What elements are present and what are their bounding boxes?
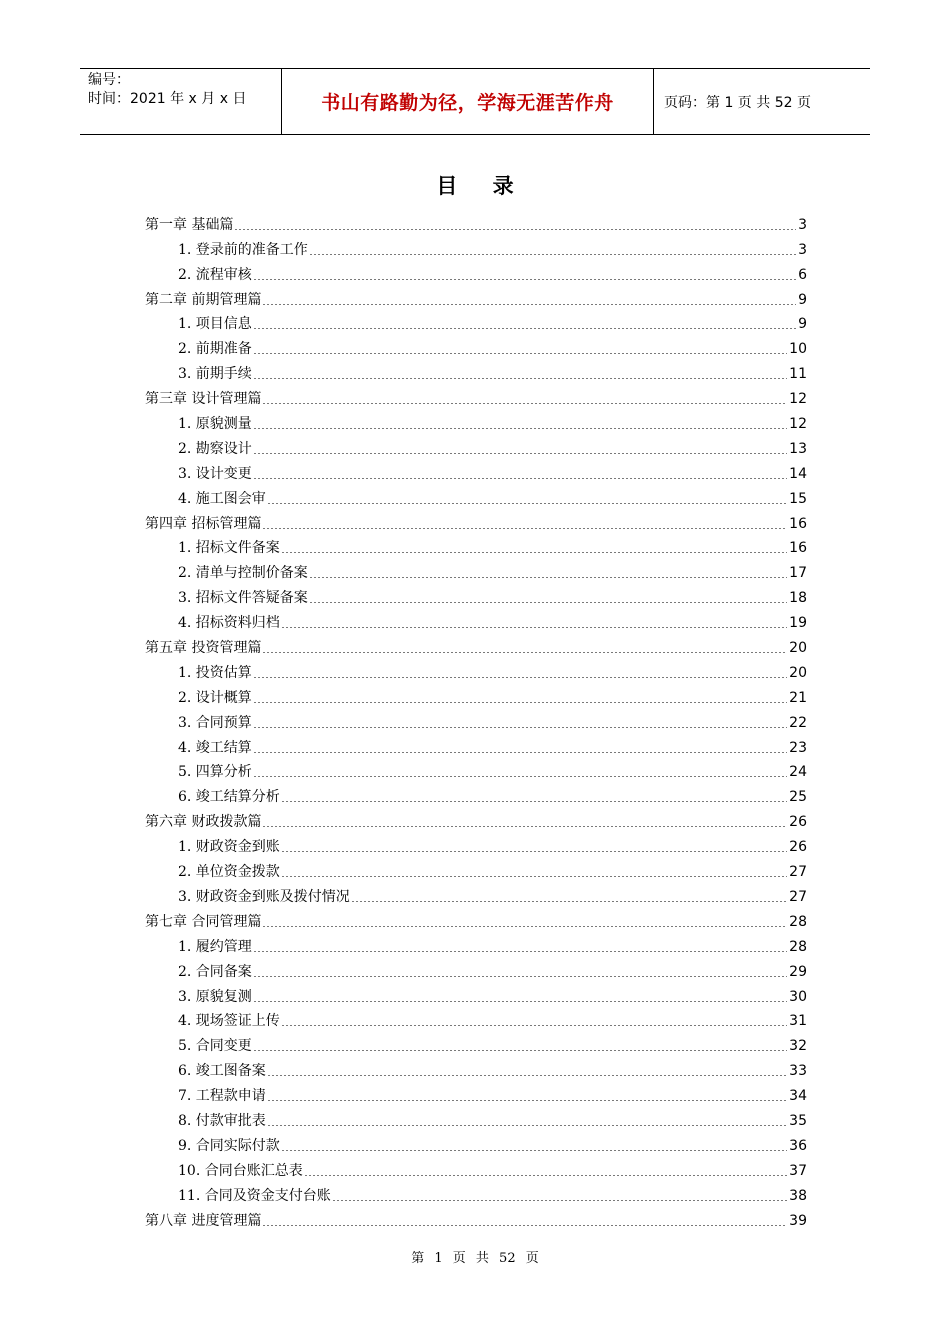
toc-entry-label: 2. 流程审核 [178, 266, 252, 283]
toc-section-entry[interactable] [145, 459, 807, 484]
toc-section-entry[interactable] [145, 782, 807, 807]
toc-entry-label: 2. 勘察设计 [178, 440, 252, 457]
toc-section-entry[interactable] [145, 857, 807, 882]
toc-entry-page: 23 [789, 739, 807, 756]
toc-entry-page: 35 [789, 1112, 807, 1129]
toc-entry-label: 1. 财政资金到账 [178, 839, 280, 856]
document-date: 时间：2021 年 x 月 x 日 [88, 91, 247, 107]
toc-dot-leader [262, 652, 787, 653]
toc-section-entry[interactable] [145, 708, 807, 733]
toc-entry-page: 18 [789, 590, 807, 607]
toc-dot-leader [253, 378, 787, 379]
toc-dot-leader [267, 1125, 787, 1126]
toc-section-entry[interactable] [145, 359, 807, 384]
toc-entry-label: 1. 原貌测量 [178, 416, 252, 433]
toc-entry-page: 10 [789, 341, 807, 358]
toc-section-entry[interactable] [145, 1156, 807, 1181]
toc-dot-leader [253, 776, 787, 777]
toc-section-entry[interactable] [145, 484, 807, 509]
toc-dot-leader [253, 279, 796, 280]
toc-entry-label: 10. 合同台账汇总表 [178, 1162, 303, 1179]
toc-entry-page: 17 [789, 565, 807, 582]
toc-section-entry[interactable] [145, 608, 807, 633]
toc-entry-label: 6. 竣工结算分析 [178, 789, 280, 806]
toc-entry-page: 21 [789, 689, 807, 706]
toc-entry-page: 9 [798, 291, 807, 308]
toc-entry-label: 9. 合同实际付款 [178, 1137, 280, 1154]
toc-dot-leader [253, 453, 787, 454]
toc-section-entry[interactable] [145, 260, 807, 285]
toc-dot-leader [253, 428, 787, 429]
toc-dot-leader [262, 403, 787, 404]
header-page-cell [654, 69, 870, 134]
toc-dot-leader [234, 229, 796, 230]
toc-entry-label: 7. 工程款申请 [178, 1088, 266, 1105]
toc-entry-page: 20 [789, 664, 807, 681]
toc-entry-label: 3. 财政资金到账及拨付情况 [178, 888, 350, 905]
toc-section-entry[interactable] [145, 1131, 807, 1156]
toc-entry-label: 4. 竣工结算 [178, 739, 252, 756]
toc-entry-page: 13 [789, 440, 807, 457]
toc-entry-label: 2. 单位资金拨款 [178, 864, 280, 881]
toc-section-entry[interactable] [145, 434, 807, 459]
toc-dot-leader [262, 1225, 787, 1226]
toc-entry-page: 16 [789, 540, 807, 557]
toc-dot-leader [253, 727, 787, 728]
toc-section-entry[interactable] [145, 658, 807, 683]
toc-entry-label: 第二章 前期管理篇 [145, 291, 262, 308]
toc-entry-page: 32 [789, 1038, 807, 1055]
toc-dot-leader [253, 328, 796, 329]
toc-entry-page: 11 [789, 366, 807, 383]
toc-chapter-entry[interactable] [145, 509, 807, 534]
toc-dot-leader [253, 478, 787, 479]
toc-chapter-entry[interactable] [145, 384, 807, 409]
toc-entry-page: 26 [789, 814, 807, 831]
toc-dot-leader [262, 826, 787, 827]
toc-entry-page: 6 [798, 266, 807, 283]
toc-entry-page: 26 [789, 839, 807, 856]
toc-entry-page: 15 [789, 490, 807, 507]
toc-dot-leader [253, 353, 787, 354]
toc-dot-leader [267, 1075, 787, 1076]
toc-entry-page: 28 [789, 913, 807, 930]
toc-dot-leader [281, 627, 787, 628]
toc-entry-label: 3. 前期手续 [178, 366, 252, 383]
header-page-info: 页码：第 1 页 共 52 页 [664, 94, 811, 111]
toc-entry-label: 3. 招标文件答疑备案 [178, 590, 308, 607]
toc-entry-label: 6. 竣工图备案 [178, 1063, 266, 1080]
toc-entry-page: 27 [789, 864, 807, 881]
toc-entry-label: 第三章 设计管理篇 [145, 391, 262, 408]
toc-section-entry[interactable] [145, 1081, 807, 1106]
toc-dot-leader [253, 752, 787, 753]
toc-entry-page: 34 [789, 1088, 807, 1105]
toc-entry-page: 36 [789, 1137, 807, 1154]
toc-entry-page: 29 [789, 963, 807, 980]
toc-entry-label: 1. 招标文件备案 [178, 540, 280, 557]
toc-dot-leader [253, 677, 787, 678]
toc-entry-page: 16 [789, 515, 807, 532]
toc-chapter-entry[interactable] [145, 285, 807, 310]
header-motto: 书山有路勤为径，学海无涯苦作舟 [321, 92, 614, 114]
toc-entry-label: 4. 施工图会审 [178, 490, 266, 507]
toc-entry-label: 1. 履约管理 [178, 938, 252, 955]
toc-section-entry[interactable] [145, 882, 807, 907]
toc-entry-page: 33 [789, 1063, 807, 1080]
table-of-contents [145, 210, 807, 1231]
toc-entry-label: 2. 设计概算 [178, 689, 252, 706]
toc-entry-label: 第八章 进度管理篇 [145, 1212, 262, 1229]
toc-entry-label: 11. 合同及资金支付台账 [178, 1187, 331, 1204]
toc-dot-leader [281, 552, 787, 553]
toc-chapter-entry[interactable] [145, 807, 807, 832]
toc-section-entry[interactable] [145, 758, 807, 783]
toc-entry-label: 第一章 基础篇 [145, 216, 234, 233]
toc-dot-leader [281, 851, 787, 852]
toc-dot-leader [304, 1175, 787, 1176]
toc-entry-page: 38 [789, 1187, 807, 1204]
toc-section-entry[interactable] [145, 334, 807, 359]
toc-entry-label: 1. 项目信息 [178, 316, 252, 333]
toc-entry-page: 9 [798, 316, 807, 333]
document-header [80, 68, 870, 135]
toc-entry-page: 25 [789, 789, 807, 806]
toc-section-entry[interactable] [145, 832, 807, 857]
toc-entry-label: 2. 合同备案 [178, 963, 252, 980]
toc-dot-leader [309, 577, 787, 578]
toc-dot-leader [332, 1200, 787, 1201]
toc-entry-page: 39 [789, 1212, 807, 1229]
toc-entry-page: 28 [789, 938, 807, 955]
toc-entry-label: 5. 四算分析 [178, 764, 252, 781]
toc-entry-label: 1. 登录前的准备工作 [178, 241, 308, 258]
toc-entry-label: 3. 设计变更 [178, 465, 252, 482]
toc-dot-leader [253, 951, 787, 952]
toc-entry-page: 12 [789, 391, 807, 408]
toc-section-entry[interactable] [145, 932, 807, 957]
toc-entry-label: 4. 招标资料归档 [178, 615, 280, 632]
toc-entry-page: 24 [789, 764, 807, 781]
toc-dot-leader [309, 602, 787, 603]
toc-dot-leader [267, 1100, 787, 1101]
toc-entry-page: 14 [789, 465, 807, 482]
toc-section-entry[interactable] [145, 534, 807, 559]
toc-dot-leader [281, 1025, 787, 1026]
toc-entry-label: 4. 现场签证上传 [178, 1013, 280, 1030]
toc-section-entry[interactable] [145, 733, 807, 758]
header-meta-cell [80, 69, 282, 134]
toc-entry-page: 31 [789, 1013, 807, 1030]
toc-entry-page: 20 [789, 640, 807, 657]
toc-section-entry[interactable] [145, 310, 807, 335]
toc-section-entry[interactable] [145, 957, 807, 982]
toc-dot-leader [267, 503, 787, 504]
toc-entry-label: 第七章 合同管理篇 [145, 913, 262, 930]
toc-section-entry[interactable] [145, 558, 807, 583]
toc-section-entry[interactable] [145, 683, 807, 708]
toc-entry-page: 37 [789, 1162, 807, 1179]
toc-dot-leader [253, 1001, 787, 1002]
toc-entry-label: 第四章 招标管理篇 [145, 515, 262, 532]
toc-section-entry[interactable] [145, 1106, 807, 1131]
toc-dot-leader [281, 801, 787, 802]
toc-chapter-entry[interactable] [145, 907, 807, 932]
toc-entry-label: 5. 合同变更 [178, 1038, 252, 1055]
toc-entry-label: 2. 清单与控制价备案 [178, 565, 308, 582]
toc-chapter-entry[interactable] [145, 1206, 807, 1231]
toc-entry-label: 3. 合同预算 [178, 714, 252, 731]
toc-dot-leader [253, 1050, 787, 1051]
toc-dot-leader [253, 976, 787, 977]
page-footer: 第 1 页 共 52 页 [411, 1251, 539, 1266]
toc-entry-page: 30 [789, 988, 807, 1005]
toc-entry-label: 第五章 投资管理篇 [145, 640, 262, 657]
toc-chapter-entry[interactable] [145, 633, 807, 658]
toc-entry-label: 1. 投资估算 [178, 664, 252, 681]
toc-section-entry[interactable] [145, 982, 807, 1007]
document-code-label: 编号： [88, 72, 130, 88]
toc-section-entry[interactable] [145, 1181, 807, 1206]
toc-chapter-entry[interactable] [145, 210, 807, 235]
toc-dot-leader [262, 304, 796, 305]
toc-entry-label: 第六章 财政拨款篇 [145, 814, 262, 831]
toc-section-entry[interactable] [145, 583, 807, 608]
toc-section-entry[interactable] [145, 1056, 807, 1081]
header-motto-cell [282, 69, 654, 134]
toc-dot-leader [262, 528, 787, 529]
toc-dot-leader [262, 926, 787, 927]
toc-entry-label: 3. 原貌复测 [178, 988, 252, 1005]
toc-section-entry[interactable] [145, 1007, 807, 1032]
toc-entry-page: 27 [789, 888, 807, 905]
toc-dot-leader [281, 1150, 787, 1151]
toc-entry-page: 3 [798, 216, 807, 233]
toc-section-entry[interactable] [145, 235, 807, 260]
toc-entry-label: 2. 前期准备 [178, 341, 252, 358]
toc-dot-leader [281, 876, 787, 877]
toc-entry-label: 8. 付款审批表 [178, 1112, 266, 1129]
toc-entry-page: 12 [789, 416, 807, 433]
toc-section-entry[interactable] [145, 409, 807, 434]
toc-dot-leader [309, 254, 796, 255]
toc-entry-page: 19 [789, 615, 807, 632]
toc-title: 目 录 [436, 174, 528, 198]
toc-entry-page: 3 [798, 241, 807, 258]
toc-dot-leader [253, 702, 787, 703]
toc-dot-leader [351, 901, 787, 902]
toc-section-entry[interactable] [145, 1031, 807, 1056]
toc-entry-page: 22 [789, 714, 807, 731]
